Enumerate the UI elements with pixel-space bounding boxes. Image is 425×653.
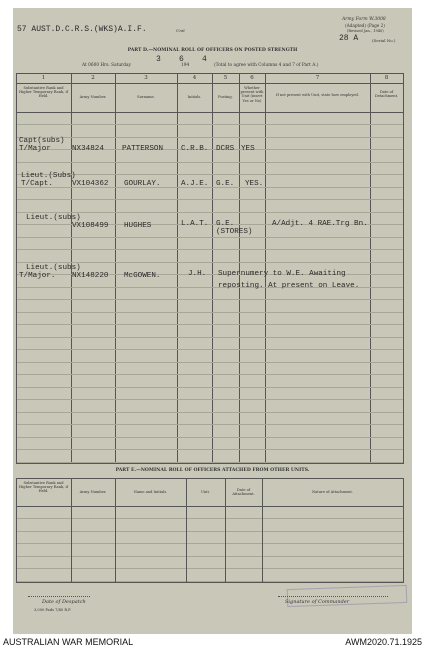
row1-posting: DCRS <box>216 145 235 153</box>
part-d-title: PART D.—NOMINAL ROLL OF OFFICERS ON POSTED STRENGTH <box>127 48 298 53</box>
row3-employed: A/Adjt. 4 RAE.Trg Bn. <box>272 220 368 228</box>
row3-posting-detail: (STORES) <box>216 228 253 236</box>
form-revised: (Revised Jan., 1940) <box>347 29 384 33</box>
writing-rule <box>17 124 403 125</box>
unit-label: Unit <box>176 28 185 33</box>
writing-rule <box>17 312 403 313</box>
date-year-prefix: 194 <box>181 63 190 68</box>
writing-rule <box>17 462 403 463</box>
row3-posting: G.E. <box>216 220 235 228</box>
archive-credit: AUSTRALIAN WAR MEMORIAL <box>3 637 134 647</box>
part-e-header-army-number: Army Number. <box>79 490 107 494</box>
row4-employed-continued: reposting. At present on Leave. <box>218 282 360 290</box>
part-e-left-border <box>16 478 17 582</box>
col-header-army-number: Army Number. <box>79 95 107 99</box>
col-number: 6 <box>250 75 254 81</box>
part-d-left-border <box>16 73 17 463</box>
unit-name: 57 AUST.D.C.R.S.(WKS)A.I.F. <box>17 25 147 34</box>
writing-rule <box>17 362 403 363</box>
col-divider <box>239 73 240 463</box>
col-header-employed: If not present with Unit, state how employed. <box>276 93 359 97</box>
part-d-bottom-rule <box>16 463 404 464</box>
row1-army-number: NX34824 <box>72 145 104 153</box>
col-number: 3 <box>144 75 148 81</box>
writing-rule <box>17 387 403 388</box>
serial-label: (Serial No.) <box>372 38 396 43</box>
row3-rank-substantive: Lieut.(subs) <box>26 214 81 222</box>
part-e-header-nature: Nature of Attachment. <box>312 490 353 494</box>
row1-surname: PATTERSON <box>122 145 164 153</box>
col-number: 1 <box>41 75 46 81</box>
writing-rule <box>17 137 403 138</box>
despatch-date-line <box>28 596 90 597</box>
part-e-right-border <box>403 478 404 582</box>
part-e-col-divider <box>71 478 72 582</box>
row2-rank-temporary: T/Capt. <box>21 180 53 188</box>
writing-rule <box>17 262 403 263</box>
part-d-header-rule <box>16 112 404 113</box>
row4-surname: McGOWEN. <box>124 272 161 280</box>
part-d-right-border <box>403 73 404 463</box>
writing-rule <box>17 437 403 438</box>
part-e-header-rank: Substantive Rank and Higher Temporary Rank, if Held. <box>19 481 68 494</box>
col-number: 7 <box>315 75 320 81</box>
writing-rule <box>17 518 403 519</box>
col-number: 4 <box>192 75 197 81</box>
writing-rule <box>17 399 403 400</box>
writing-rule <box>17 212 403 213</box>
printer-imprint: 3,000 Pads 7/40 R.P. <box>34 608 72 612</box>
part-d-top-rule <box>16 73 404 74</box>
writing-rule <box>17 249 403 250</box>
date-suffix: (Total to agree with Columns 4 and 7 of Part A.) <box>214 63 319 68</box>
row4-employed: Supernumery to W.E. Awaiting <box>218 270 346 278</box>
row1-initials: C.R.B. <box>181 145 209 153</box>
part-e-col-divider <box>225 478 226 582</box>
col-header-rank: Substantive Rank and Higher Temporary Rank, if Held. <box>19 86 68 99</box>
row2-present: YES. <box>245 180 264 188</box>
writing-rule <box>17 556 403 557</box>
col-header-detachment: Date of Detachment. <box>374 90 399 99</box>
form-number: Army Form W.3008 <box>342 17 386 22</box>
archive-reference: AWM2020.71.1925 <box>345 637 422 647</box>
row2-surname: GOURLAY. <box>124 180 161 188</box>
part-e-col-divider <box>115 478 116 582</box>
writing-rule <box>17 299 403 300</box>
part-e-header-date: Date of Attachment. <box>232 488 255 497</box>
writing-rule <box>17 424 403 425</box>
row3-surname: HUGHES <box>124 222 152 230</box>
date-day: 3 <box>156 55 161 64</box>
row4-initials: J.H. <box>188 270 207 278</box>
writing-rule <box>17 543 403 544</box>
part-e-header-name: Name and Initials. <box>133 490 168 494</box>
writing-rule <box>17 162 403 163</box>
col-header-present: Whether present with Unit (insert Yes or No) <box>240 86 264 103</box>
writing-rule <box>17 237 403 238</box>
row1-rank-temporary: T/Major <box>19 145 51 153</box>
col-divider <box>370 73 371 463</box>
row1-rank-substantive: Capt(subs) <box>19 137 65 145</box>
writing-rule <box>17 349 403 350</box>
part-e-top-rule <box>16 478 404 479</box>
form-adapted: (Adapted) (Page 2) <box>345 23 385 28</box>
writing-rule <box>17 199 403 200</box>
col-divider <box>177 73 178 463</box>
part-e-title: PART E.—NOMINAL ROLL OF OFFICERS ATTACHED FROM OTHER UNITS. <box>115 468 310 473</box>
col-header-surname: Surname. <box>137 95 155 99</box>
row4-rank-substantive: Lieut.(subs) <box>26 264 81 272</box>
writing-rule <box>17 374 403 375</box>
writing-rule <box>17 531 403 532</box>
writing-rule <box>17 337 403 338</box>
col-number: 2 <box>91 75 95 81</box>
writing-rule <box>17 449 403 450</box>
signature-line <box>278 596 388 597</box>
row4-army-number: NX148220 <box>72 272 109 280</box>
date-month: 6 <box>179 55 184 64</box>
part-e-col-divider <box>262 478 263 582</box>
date-year: 4 <box>202 55 207 64</box>
signature-label: Signature of Commander <box>285 599 350 605</box>
part-e-header-rule <box>16 506 404 507</box>
col-number: 5 <box>223 75 228 81</box>
row4-rank-temporary: T/Major. <box>19 272 56 280</box>
writing-rule <box>17 324 403 325</box>
row3-army-number: VX108499 <box>72 222 109 230</box>
row2-posting: G.E. <box>216 180 235 188</box>
date-prefix: At 0600 Hrs. Saturday <box>82 63 131 68</box>
col-header-initials: Initials. <box>187 95 202 99</box>
part-e-header-unit: Unit. <box>200 490 211 494</box>
col-number: 8 <box>384 75 389 81</box>
part-e-col-divider <box>186 478 187 582</box>
row2-army-number: VX104362 <box>72 180 109 188</box>
part-d-numbers-rule <box>16 83 404 84</box>
part-e-bottom-rule <box>16 582 404 583</box>
col-divider <box>115 73 116 463</box>
writing-rule <box>17 568 403 569</box>
row3-initials: L.A.T. <box>181 220 209 228</box>
row2-rank-substantive: Lieut.(Subs) <box>21 172 76 180</box>
writing-rule <box>17 412 403 413</box>
col-header-posting: Posting. <box>218 95 233 99</box>
date-of-despatch-label: Date of Despatch <box>42 599 86 605</box>
row2-initials: A.J.E. <box>181 180 209 188</box>
row1-present: YES <box>241 145 255 153</box>
serial-number: 28 A <box>339 34 359 43</box>
col-divider <box>212 73 213 463</box>
col-divider <box>265 73 266 463</box>
